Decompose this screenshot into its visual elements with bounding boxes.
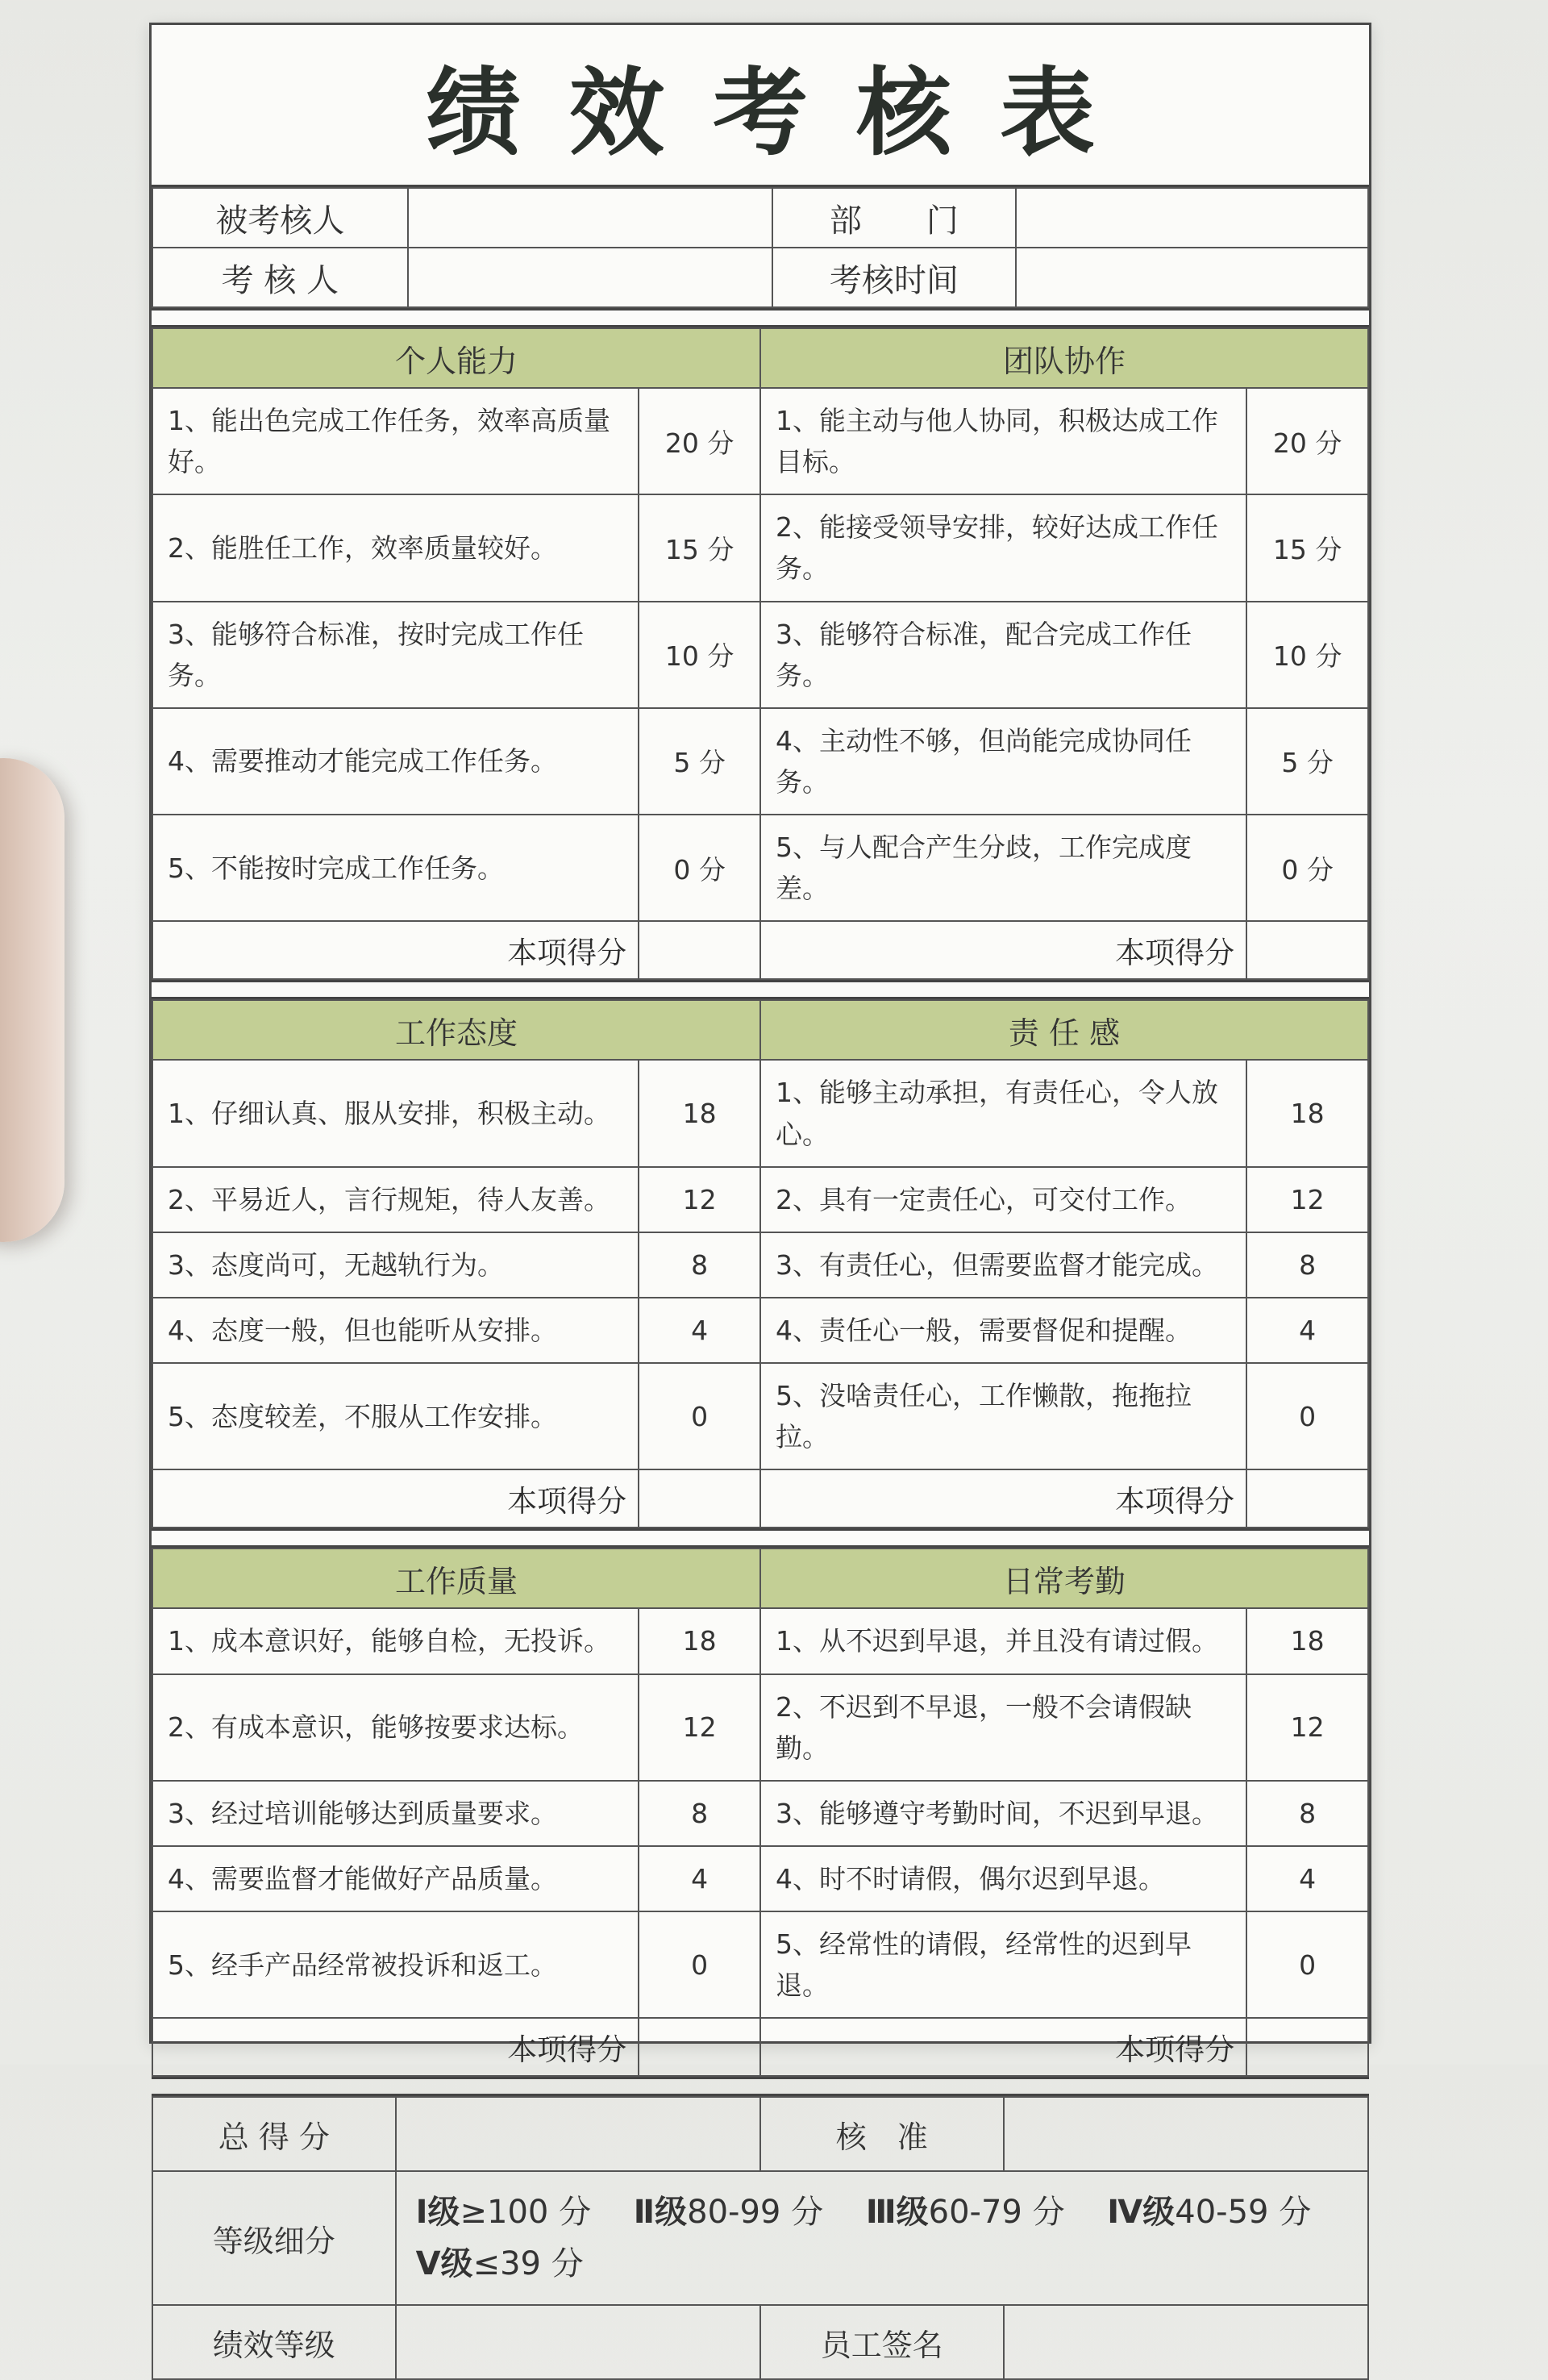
grade-item: Ⅴ级≤39 分 — [415, 2245, 584, 2283]
section-block-2 — [152, 999, 1369, 1528]
criterion-text: 4、需要监督才能做好产品质量。 — [152, 1846, 639, 1911]
reviewee-label: 被考核人 — [152, 188, 408, 248]
holding-thumb — [0, 758, 64, 1242]
criterion-text: 2、不迟到不早退，一般不会请假缺勤。 — [760, 1674, 1246, 1781]
criterion-text: 2、平易近人，言行规矩，待人友善。 — [152, 1167, 639, 1232]
criterion-points: 0 — [639, 1911, 760, 2018]
grade-item: Ⅲ级60-79 分 — [865, 2194, 1065, 2232]
section-score-field[interactable] — [639, 2018, 760, 2076]
section-block-1 — [152, 327, 1369, 980]
employee-signature-label: 员工签名 — [760, 2305, 1004, 2379]
review-time-label: 考核时间 — [772, 248, 1016, 307]
divider — [152, 2077, 1369, 2096]
criterion-points: 18 — [1246, 1060, 1368, 1166]
criterion-text: 4、责任心一般，需要督促和提醒。 — [760, 1298, 1246, 1363]
criterion-text: 1、能够主动承担，有责任心，令人放心。 — [760, 1060, 1246, 1166]
criterion-points: 20 分 — [639, 388, 760, 494]
criterion-points: 4 — [639, 1298, 760, 1363]
department-field[interactable] — [1016, 188, 1368, 248]
criterion-points: 0 — [639, 1363, 760, 1469]
criterion-points: 15 分 — [1246, 494, 1368, 601]
section-title-responsibility: 责 任 感 — [760, 1000, 1368, 1060]
section-score-field[interactable] — [1246, 1469, 1368, 1528]
criterion-text: 5、经常性的请假，经常性的迟到早退。 — [760, 1911, 1246, 2018]
section-title-work-quality: 工作质量 — [152, 1548, 760, 1608]
criterion-text: 1、能出色完成工作任务，效率高质量好。 — [152, 388, 639, 494]
criterion-text: 4、时不时请假，偶尔迟到早退。 — [760, 1846, 1246, 1911]
section-score-field[interactable] — [1246, 2018, 1368, 2076]
criterion-points: 12 — [1246, 1167, 1368, 1232]
criterion-text: 2、能接受领导安排，较好达成工作任务。 — [760, 494, 1246, 601]
reviewer-label: 考 核 人 — [152, 248, 408, 307]
section-score-label: 本项得分 — [152, 1469, 639, 1528]
criterion-text: 5、不能按时完成工作任务。 — [152, 815, 639, 921]
criterion-points: 15 分 — [639, 494, 760, 601]
criterion-points: 12 — [1246, 1674, 1368, 1781]
section-score-field[interactable] — [1246, 921, 1368, 979]
section-score-label: 本项得分 — [152, 921, 639, 979]
grade-breakdown-label: 等级细分 — [152, 2171, 396, 2305]
criterion-text: 5、经手产品经常被投诉和返工。 — [152, 1911, 639, 2018]
grade-breakdown — [396, 2171, 1368, 2305]
reviewer-field[interactable] — [408, 248, 772, 307]
review-time-field[interactable] — [1016, 248, 1368, 307]
section-title-work-attitude: 工作态度 — [152, 1000, 760, 1060]
performance-grade-field[interactable] — [396, 2305, 760, 2379]
criterion-points: 0 分 — [639, 815, 760, 921]
section-block-3 — [152, 1548, 1369, 2077]
criterion-text: 3、有责任心，但需要监督才能完成。 — [760, 1232, 1246, 1298]
form-title: 绩效考核表 — [152, 25, 1369, 187]
department-label: 部 门 — [772, 188, 1016, 248]
criterion-points: 10 分 — [639, 602, 760, 708]
section-title-attendance: 日常考勤 — [760, 1548, 1368, 1608]
section-title-personal-ability: 个人能力 — [152, 328, 760, 388]
performance-review-form — [149, 23, 1371, 2363]
criterion-text: 1、成本意识好，能够自检，无投诉。 — [152, 1608, 639, 1674]
criterion-points: 4 — [1246, 1846, 1368, 1911]
criterion-text: 3、态度尚可，无越轨行为。 — [152, 1232, 639, 1298]
criterion-text: 3、能够符合标准，按时完成工作任务。 — [152, 602, 639, 708]
criterion-text: 3、经过培训能够达到质量要求。 — [152, 1781, 639, 1846]
criterion-text: 5、没啥责任心，工作懒散，拖拖拉拉。 — [760, 1363, 1246, 1469]
employee-signature-field[interactable] — [1004, 2305, 1368, 2379]
section-score-label: 本项得分 — [760, 921, 1246, 979]
divider — [152, 980, 1369, 999]
summary-table — [152, 2096, 1369, 2380]
criterion-text: 5、态度较差，不服从工作安排。 — [152, 1363, 639, 1469]
divider — [152, 308, 1369, 327]
section-score-label: 本项得分 — [152, 2018, 639, 2076]
criterion-text: 1、从不迟到早退，并且没有请过假。 — [760, 1608, 1246, 1674]
grade-item: Ⅱ级80-99 分 — [633, 2194, 824, 2232]
criterion-points: 4 — [1246, 1298, 1368, 1363]
section-title-teamwork: 团队协作 — [760, 328, 1368, 388]
criterion-text: 3、能够符合标准，配合完成工作任务。 — [760, 602, 1246, 708]
performance-grade-label: 绩效等级 — [152, 2305, 396, 2379]
criterion-points: 18 — [639, 1060, 760, 1166]
section-score-field[interactable] — [639, 921, 760, 979]
criterion-points: 5 分 — [1246, 708, 1368, 815]
criterion-points: 8 — [639, 1232, 760, 1298]
criterion-points: 0 分 — [1246, 815, 1368, 921]
criterion-points: 8 — [1246, 1781, 1368, 1846]
criterion-points: 12 — [639, 1167, 760, 1232]
section-score-label: 本项得分 — [760, 1469, 1246, 1528]
approval-field[interactable] — [1004, 2097, 1368, 2171]
criterion-points: 12 — [639, 1674, 760, 1781]
criterion-points: 20 分 — [1246, 388, 1368, 494]
criterion-text: 2、能胜任工作，效率质量较好。 — [152, 494, 639, 601]
criterion-text: 3、能够遵守考勤时间，不迟到早退。 — [760, 1781, 1246, 1846]
criterion-text: 1、能主动与他人协同，积极达成工作目标。 — [760, 388, 1246, 494]
criterion-text: 2、有成本意识，能够按要求达标。 — [152, 1674, 639, 1781]
criterion-text: 1、仔细认真、服从安排，积极主动。 — [152, 1060, 639, 1166]
approval-label: 核 准 — [760, 2097, 1004, 2171]
section-score-label: 本项得分 — [760, 2018, 1246, 2076]
section-score-field[interactable] — [639, 1469, 760, 1528]
criterion-points: 0 — [1246, 1363, 1368, 1469]
criterion-points: 18 — [1246, 1608, 1368, 1674]
total-score-field[interactable] — [396, 2097, 760, 2171]
criterion-points: 5 分 — [639, 708, 760, 815]
criterion-text: 4、态度一般，但也能听从安排。 — [152, 1298, 639, 1363]
divider — [152, 1528, 1369, 1548]
grade-item: Ⅳ级40-59 分 — [1107, 2194, 1312, 2232]
header-info-table — [152, 187, 1369, 308]
criterion-text: 4、主动性不够，但尚能完成协同任务。 — [760, 708, 1246, 815]
criterion-points: 8 — [639, 1781, 760, 1846]
criterion-text: 2、具有一定责任心，可交付工作。 — [760, 1167, 1246, 1232]
criterion-points: 8 — [1246, 1232, 1368, 1298]
criterion-points: 4 — [639, 1846, 760, 1911]
criterion-text: 5、与人配合产生分歧，工作完成度差。 — [760, 815, 1246, 921]
criterion-points: 18 — [639, 1608, 760, 1674]
total-score-label: 总 得 分 — [152, 2097, 396, 2171]
criterion-points: 0 — [1246, 1911, 1368, 2018]
criterion-points: 10 分 — [1246, 602, 1368, 708]
criterion-text: 4、需要推动才能完成工作任务。 — [152, 708, 639, 815]
reviewee-field[interactable] — [408, 188, 772, 248]
grade-item: Ⅰ级≥100 分 — [415, 2194, 592, 2232]
